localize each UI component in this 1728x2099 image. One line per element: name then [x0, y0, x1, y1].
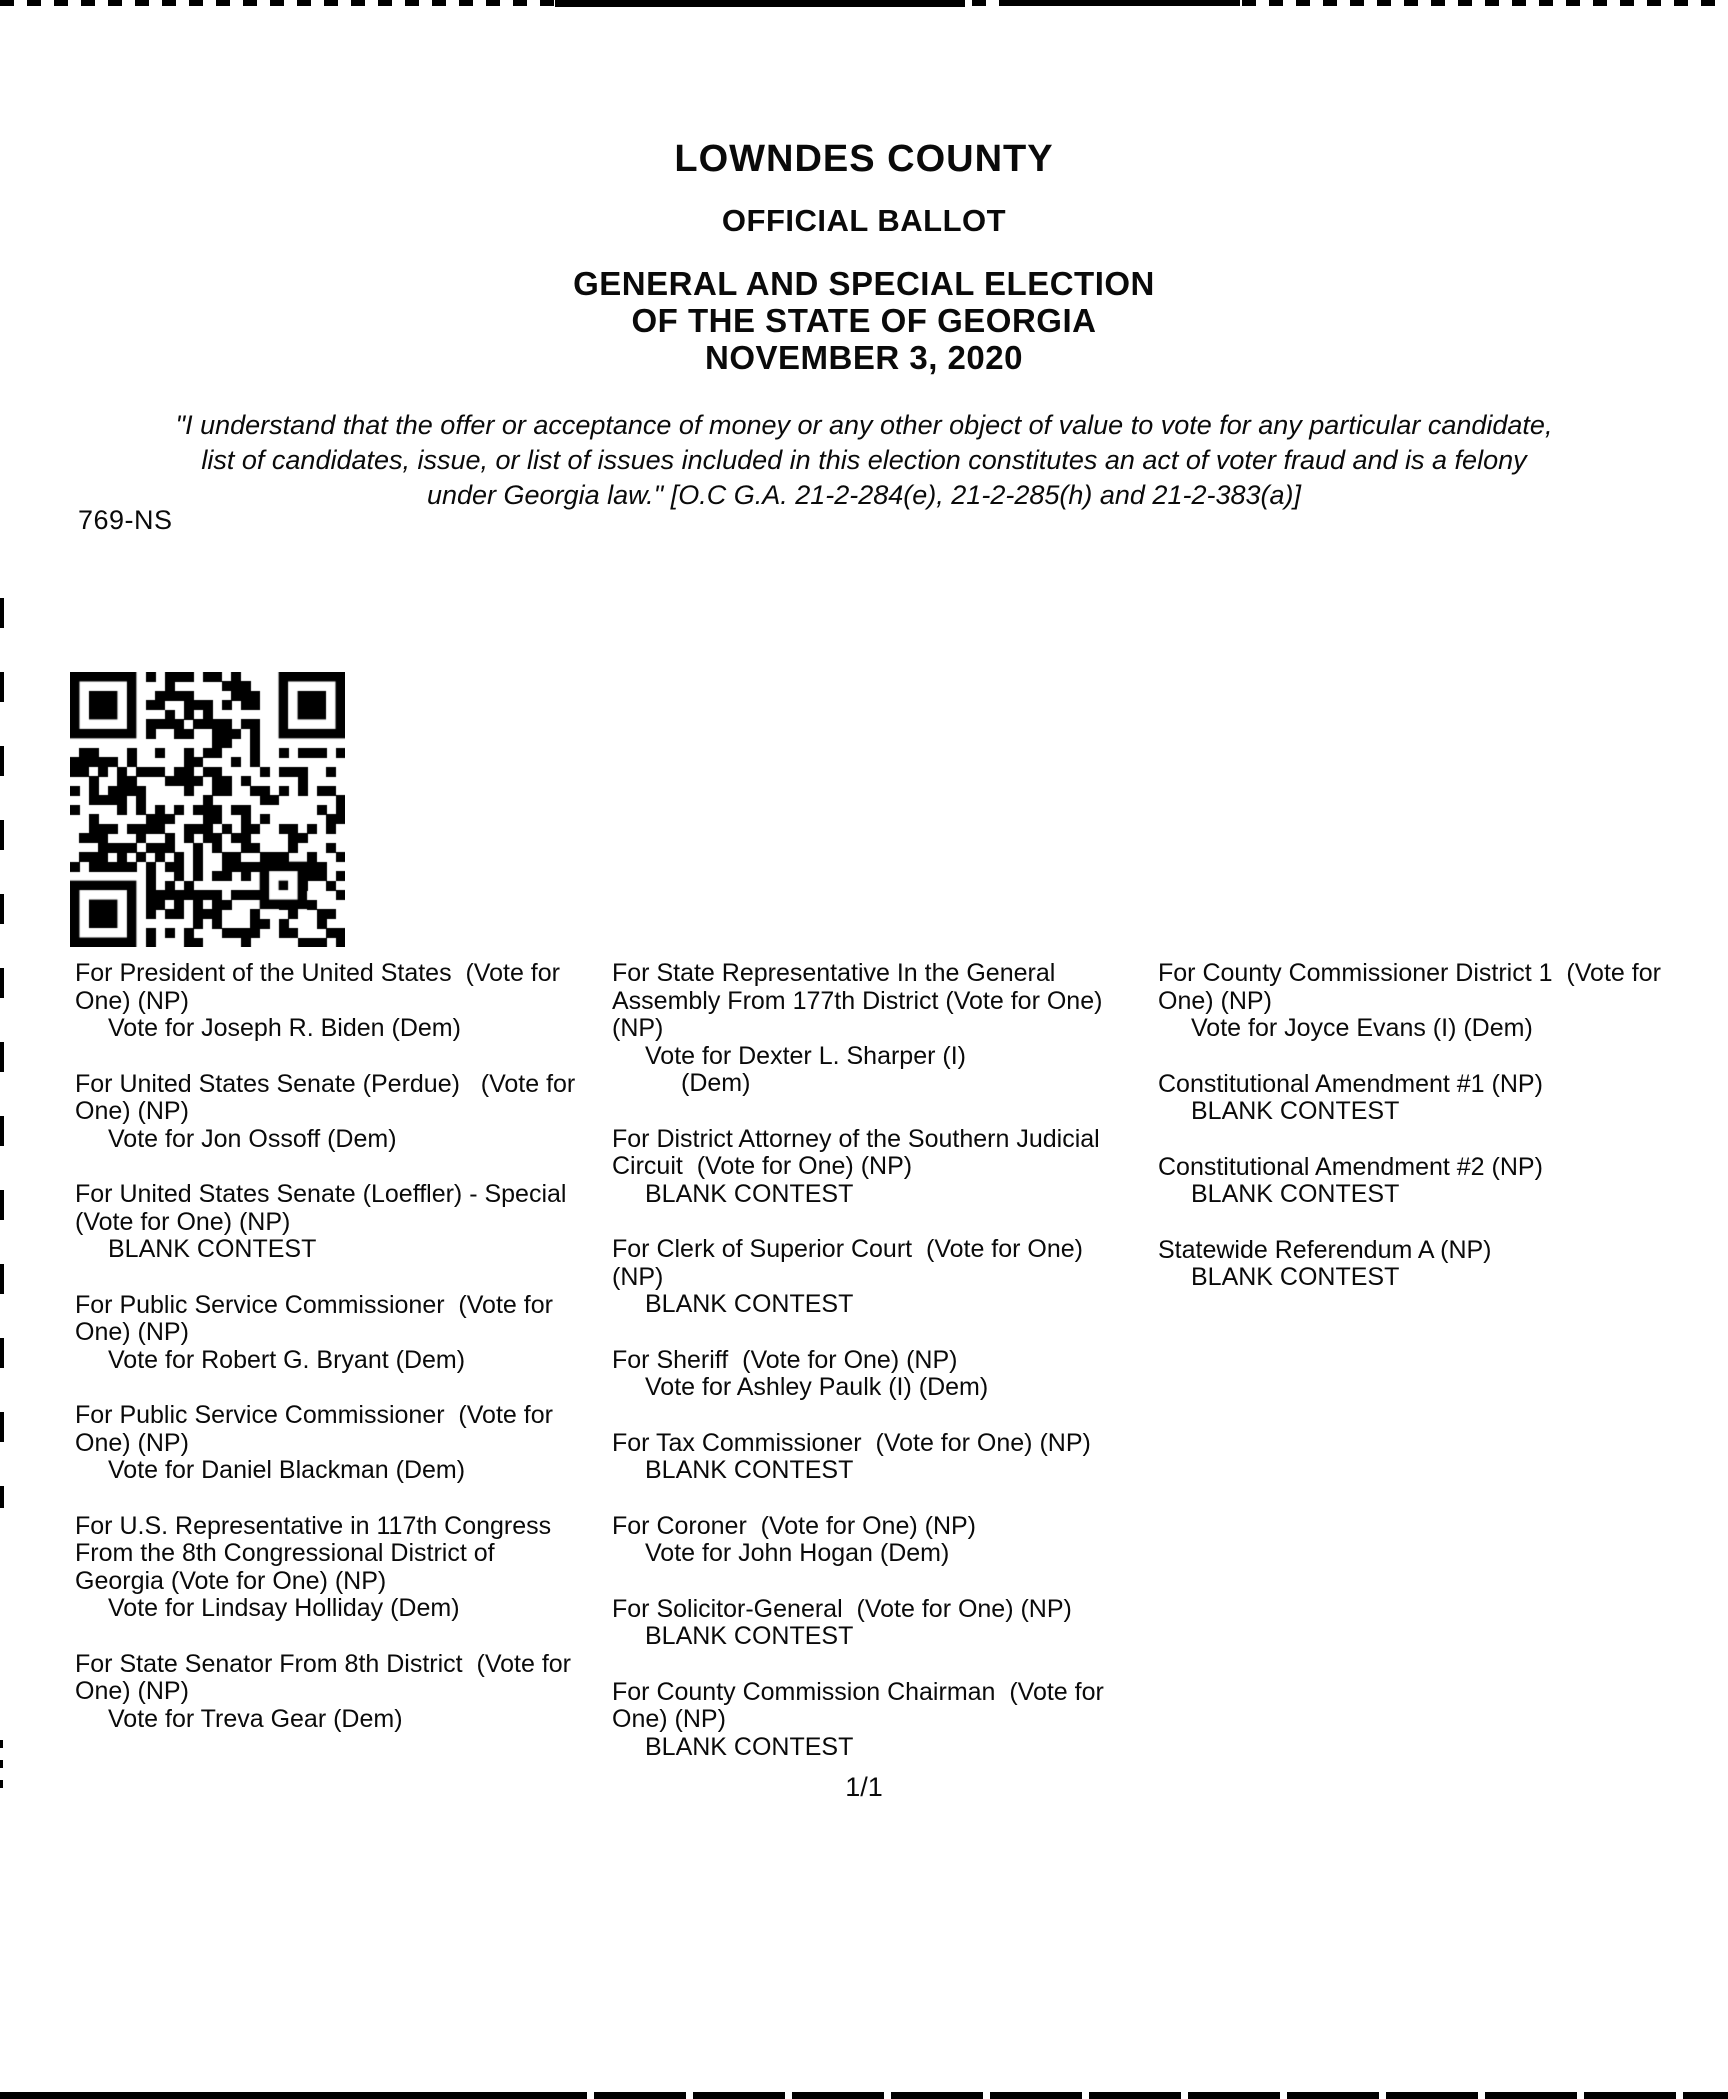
contest	[75, 1181, 590, 1264]
contest-selection: Vote for Jon Ossoff (Dem)	[108, 1124, 397, 1153]
contest	[612, 1236, 1140, 1319]
contest	[1158, 960, 1718, 1043]
contest-selection: Vote for Ashley Paulk (I) (Dem)	[645, 1373, 989, 1401]
contest-title: For Clerk of Superior Court (Vote for One) (NP)	[612, 1235, 1090, 1291]
contest-column-1	[75, 960, 590, 1761]
contest	[1158, 1237, 1718, 1292]
scan-artifact-bottom-edge	[0, 2092, 1728, 2099]
contest	[612, 960, 1140, 1098]
contest-selection: Vote for Joseph R. Biden (Dem)	[108, 1014, 461, 1042]
contest	[75, 1292, 590, 1375]
contest-selection: Vote for Lindsay Holliday (Dem)	[108, 1594, 460, 1622]
election-title-line: OF THE STATE OF GEORGIA	[631, 302, 1097, 339]
contest-selection: Vote for John Hogan (Dem)	[645, 1539, 950, 1567]
contest-title: For State Representative In the General Assembly From 177th District (Vote for One) (NP)	[612, 959, 1110, 1042]
election-title-line: NOVEMBER 3, 2020	[705, 339, 1023, 376]
contest-column-2	[612, 960, 1140, 1789]
contest-selection: BLANK CONTEST	[1191, 1097, 1400, 1125]
contest-title: For County Commission Chairman (Vote for One) (NP)	[612, 1677, 1111, 1733]
contest-selection: BLANK CONTEST	[1191, 1263, 1400, 1291]
contest-title: For Public Service Commissioner (Vote for One) (NP)	[75, 1401, 560, 1457]
contest	[75, 1513, 590, 1623]
contest-title: For Coroner (Vote for One) (NP)	[612, 1511, 977, 1540]
contest	[1158, 1154, 1718, 1209]
scan-artifact-top-edge	[0, 0, 1728, 6]
contest-title: For United States Senate (Perdue) (Vote for One) (NP)	[75, 1069, 583, 1125]
contest-selection: Vote for Robert G. Bryant (Dem)	[108, 1345, 466, 1374]
election-title-line: GENERAL AND SPECIAL ELECTION	[573, 265, 1155, 302]
contest-title: For County Commissioner District 1 (Vote for One) (NP)	[1158, 959, 1668, 1015]
contest-title: For United States Senate (Loeffler) - Special (Vote for One) (NP)	[75, 1180, 581, 1236]
contest-title: For Public Service Commissioner (Vote for One) (NP)	[75, 1290, 560, 1346]
contest	[612, 1679, 1140, 1762]
scan-artifact-bottom-bar	[0, 2092, 500, 2099]
contest-selection: BLANK CONTEST	[1191, 1180, 1400, 1208]
contest-title: For District Attorney of the Southern Judicial Circuit (Vote for One) (NP)	[612, 1124, 1107, 1180]
contest	[75, 1402, 590, 1485]
voter-fraud-warning-line: under Georgia law." [O.C G.A. 21-2-284(e), 21-2-285(h) and 21-2-383(a)]	[426, 480, 1302, 510]
contest	[612, 1430, 1140, 1485]
page-indicator: 1/1	[845, 1772, 883, 1802]
contest-selection: Vote for Daniel Blackman (Dem)	[108, 1456, 466, 1484]
contest	[75, 1071, 590, 1154]
contest-title: For Tax Commissioner (Vote for One) (NP)	[612, 1428, 1091, 1457]
contest-selection: BLANK CONTEST	[645, 1456, 854, 1484]
contest-selection: BLANK CONTEST	[108, 1235, 317, 1263]
county-title: LOWNDES COUNTY	[674, 138, 1054, 180]
contest-title: For State Senator From 8th District (Vote for One) (NP)	[75, 1649, 578, 1705]
contest-title: Constitutional Amendment #1 (NP)	[1158, 1069, 1543, 1098]
contest-column-3	[1158, 960, 1718, 1320]
contest	[75, 960, 590, 1043]
contest-title: Constitutional Amendment #2 (NP)	[1158, 1152, 1543, 1181]
contest	[1158, 1071, 1718, 1126]
voter-fraud-warning	[0, 408, 1728, 513]
contest-selection: BLANK CONTEST	[645, 1179, 854, 1208]
contest-title: For President of the United States (Vote for One) (NP)	[75, 959, 567, 1015]
ballot-type-title: OFFICIAL BALLOT	[721, 203, 1007, 238]
contest	[612, 1513, 1140, 1568]
contest-selection: Vote for Treva Gear (Dem)	[108, 1704, 403, 1733]
contest-selection: Vote for Joyce Evans (I) (Dem)	[1191, 1014, 1533, 1042]
voter-fraud-warning-line: list of candidates, issue, or list of issues included in this election constitutes an act of voter fraud and is a felony	[201, 445, 1527, 475]
voter-fraud-warning-line: "I understand that the offer or acceptance of money or any other object of value to vote for any particular candidate,	[175, 410, 1553, 440]
contest-selection: BLANK CONTEST	[645, 1290, 854, 1318]
precinct-code: 769-NS	[78, 505, 173, 535]
contest-title: Statewide Referendum A (NP)	[1158, 1235, 1492, 1264]
scan-artifact-left-edge	[0, 598, 4, 1508]
contest-title: For U.S. Representative in 117th Congress From the 8th Congressional District of Georgia (Vote for One) (NP)	[75, 1511, 559, 1595]
contest	[612, 1596, 1140, 1651]
qr-code-icon	[70, 672, 345, 947]
contest	[75, 1651, 590, 1734]
contest-selection: BLANK CONTEST	[645, 1622, 854, 1650]
scan-artifact-top-bar	[555, 0, 965, 7]
contest	[612, 1347, 1140, 1402]
scan-artifact-top-bar	[1005, 0, 1240, 6]
contest-selection: BLANK CONTEST	[645, 1732, 854, 1761]
election-title-block	[0, 265, 1728, 376]
contest-title: For Solicitor-General (Vote for One) (NP)	[612, 1594, 1072, 1623]
ballot-header	[0, 138, 1728, 513]
contest-selection-wrap: (Dem)	[681, 1069, 751, 1097]
contest	[612, 1126, 1140, 1209]
contest-title: For Sheriff (Vote for One) (NP)	[612, 1345, 958, 1374]
contest-selection: Vote for Dexter L. Sharper (I)	[645, 1041, 966, 1070]
